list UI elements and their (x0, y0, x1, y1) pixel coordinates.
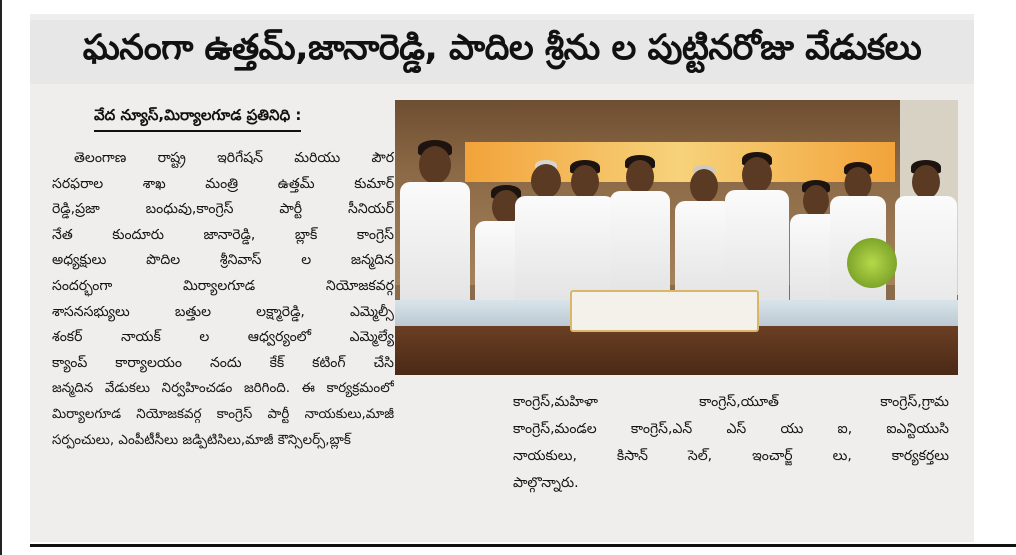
photo-plant (847, 238, 897, 288)
page-left-border (0, 0, 2, 555)
article-line: శాసనసభ్యులు బత్తుల లక్ష్మారెడ్డి, ఎమ్మెల్సీ (52, 303, 394, 320)
article-line: పాల్గొన్నారు. (513, 475, 579, 491)
article-line: కాంగ్రెస్,మండల కాంగ్రెస్,ఎన్ ఎస్ యు ఐ, ఐఎన్టియుసి (513, 421, 949, 437)
page-bottom-border (30, 544, 1016, 547)
article-line: నేత కుందూరు జానారెడ్డి, బ్లాక్ కాంగ్రెస్ (52, 226, 394, 243)
article-column-left (52, 146, 394, 453)
article-line: సర్పంచులు, ఎంపీటీసీలు జడ్పిటిసిలు,మాజీ కౌన్సిలర్స్,బ్లాక్ (52, 432, 351, 448)
photo-table-edge (395, 326, 958, 375)
photo-cake (570, 290, 759, 332)
article-line: క్యాంప్ కార్యాలయం నందు కేక్ కటింగ్ చేసి (52, 354, 394, 371)
article-line: సందర్భంగా మిర్యాలగూడ నియోజకవర్గ (52, 277, 394, 294)
article-column-right (513, 389, 949, 497)
news-photo (395, 100, 958, 375)
article-line: కాంగ్రెస్,మహిళా కాంగ్రెస్,యూత్ కాంగ్రెస్,గ్రామ (513, 394, 949, 410)
article-line: తెలంగాణ రాష్ట్ర ఇరిగేషన్ మరియు పౌర (74, 150, 394, 166)
headline: ఘనంగా ఉత్తమ్,జానారెడ్డి, పాదిల శ్రీను ల పుట్టినరోజు వేడుకలు (30, 20, 974, 84)
article-line: జన్మదిన వేడుకలు నిర్వహించడం జరిగింది. ఈ కార్యక్రమంలో (52, 381, 394, 397)
article-line: సరఫరాల శాఖ మంత్రి ఉత్తమ్ కుమార్ (52, 175, 394, 192)
article-line: రెడ్డి,ప్రజా బంధువు,కాంగ్రెస్ పార్టీ సీనియర్ (52, 201, 394, 218)
article-line: శంకర్ నాయక్ ల ఆధ్వర్యంలో ఎమ్మెల్యే (52, 329, 394, 346)
article-line: నాయకులు, కిసాన్ సెల్, ఇంచార్జ్ లు, కార్యకర్తలు (513, 448, 949, 464)
dateline: వేద న్యూస్,మిర్యాలగూడ ప్రతినిధి : (94, 106, 301, 132)
article-line: అధ్యక్షులు పొదిల శ్రీనివాస్ ల జన్మదిన (52, 252, 394, 269)
article-line: మిర్యాలగూడ నియోజకవర్గ కాంగ్రెస్ పార్టీ నాయకులు,మాజీ (52, 406, 394, 422)
